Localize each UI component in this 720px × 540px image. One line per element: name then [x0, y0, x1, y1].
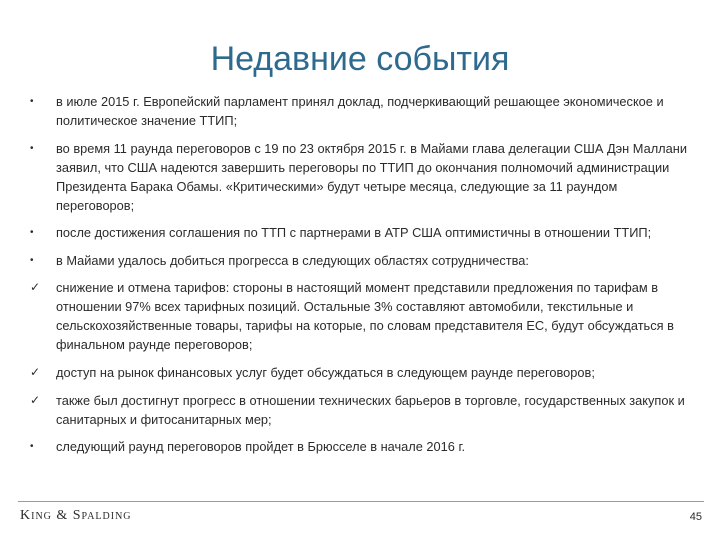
- checkmark-icon: ✓: [30, 280, 41, 295]
- bullet-icon: •: [30, 96, 34, 107]
- checkmark-icon: ✓: [30, 364, 41, 379]
- list-item-text: в июле 2015 г. Европейский парламент принял доклад, подчеркивающий решающее экономическое и политическое значение ТТИП;: [56, 94, 664, 128]
- list-item: [30, 437, 690, 456]
- list-item: [30, 223, 690, 242]
- list-item-text: во время 11 раунда переговоров с 19 по 23 октября 2015 г. в Майами глава делегации США Дэн Маллани заявил, что США надеются завершить переговоры по ТТИП до окончания полномочий администрации Президента Барака Обамы. «Критическими» будут четыре месяца, следующие за 11 раундом переговоров;: [56, 140, 687, 213]
- list-item: [30, 139, 690, 215]
- bullet-icon: •: [30, 441, 34, 453]
- list-item: [30, 92, 690, 130]
- bullet-icon: •: [30, 227, 34, 239]
- checkmark-icon: ✓: [30, 392, 41, 407]
- bullet-icon: •: [30, 254, 34, 266]
- slide-title: Недавние события: [210, 40, 510, 78]
- page-number: 45: [689, 511, 702, 523]
- list-item-text: в Майами удалось добиться прогресса в следующих областях сотрудничества:: [56, 252, 529, 268]
- list-item: [30, 251, 690, 270]
- bullet-icon: •: [30, 142, 34, 154]
- list-item-text: следующий раунд переговоров пройдет в Брюсселе в начале 2016 г.: [56, 439, 466, 455]
- list-item: [30, 391, 690, 429]
- company-logo: King & Spalding: [20, 508, 132, 523]
- list-item-text: доступ на рынок финансовых услуг будет обсуждаться в следующем раунде переговоров;: [56, 364, 595, 380]
- list-item-text: снижение и отмена тарифов: стороны в настоящий момент представили предложения по тарифам в отношении 97% всех тарифных позиций. Остальные 3% составляют автомобили, текстильные и сельскохозяйственные товары, тарифы на которые, по словам представителя ЕС, будут обсуждаться в финальном раунде переговоров;: [56, 280, 674, 353]
- list-item: [30, 363, 690, 382]
- slide-body: [30, 92, 690, 465]
- list-item-text: после достижения соглашения по ТТП с партнерами в АТР США оптимистичны в отношении ТТИП;: [56, 225, 652, 241]
- list-item: [30, 278, 690, 354]
- list-item-text: также был достигнут прогресс в отношении технических барьеров в торговле, государственных закупок и санитарных и фитосанитарных мер;: [56, 392, 685, 427]
- footer-divider: [18, 501, 704, 502]
